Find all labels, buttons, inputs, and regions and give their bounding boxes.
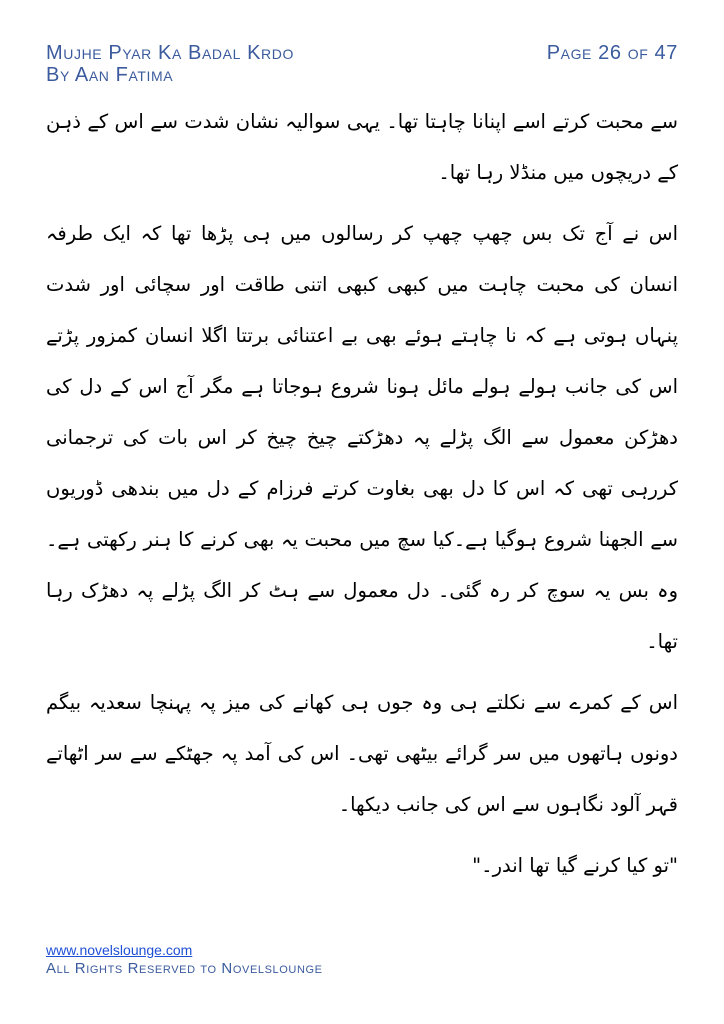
page-content bbox=[46, 96, 678, 891]
author-byline: By Aan Fatima bbox=[46, 64, 174, 86]
paragraph-3: اس کے کمرے سے نکلتے ہی وہ جوں ہی کھانے کی میز پہ پہنچا سعدیہ بیگم دونوں ہاتھوں میں سر گرائے بیٹھی تھی۔ اس کی آمد پہ جھٹکے سے سر اٹھاتے قہر آلود نگاہوں سے اس کی جانب دیکھا۔ bbox=[46, 691, 678, 816]
paragraph-1: سے محبت کرتے اسے اپنانا چاہتا تھا۔ یہی سوالیہ نشان شدت سے اس کے ذہن کے دریچوں میں منڈلا رہا تھا۔ bbox=[46, 110, 678, 184]
novel-title: Mujhe Pyar Ka Badal Krdo bbox=[46, 42, 294, 64]
copyright-notice: All Rights Reserved to Novelslounge bbox=[46, 960, 323, 977]
page-number: Page 26 of 47 bbox=[546, 42, 678, 64]
paragraph-2: اس نے آج تک بس چھپ چھپ کر رسالوں میں ہی پڑھا تھا کہ ایک طرفہ انسان کی محبت چاہت میں کبھی کبھی اتنی طاقت اور سچائی اور شدت پنہاں ہوتی ہے کہ نا چاہتے ہوئے بھی بے اعتنائی برتتا اگلا انسان کمزور پڑتے اس کی جانب ہولے ہولے مائل ہونا شروع ہوجاتا ہے مگر آج اس کے دل کی دھڑکن معمول سے الگ پڑلے پہ دھڑکتے چیخ چیخ کر اس بات کی ترجمانی کررہی تھی کہ اس کا دل بھی بغاوت کرتے فرزام کے دل میں بندھی ڈوریوں سے الجھنا شروع ہوگیا ہے۔کیا سچ میں محبت یہ بھی کرنے کا ہنر رکھتی ہے۔وہ بس یہ سوچ کر رہ گئی۔ دل معمول سے ہٹ کر الگ پڑلے پہ دھڑک رہا تھا۔ bbox=[46, 222, 678, 653]
paragraph-4-dialogue: "تو کیا کرنے گیا تھا اندر۔" bbox=[472, 854, 678, 877]
website-link[interactable]: www.novelslounge.com bbox=[46, 942, 193, 958]
